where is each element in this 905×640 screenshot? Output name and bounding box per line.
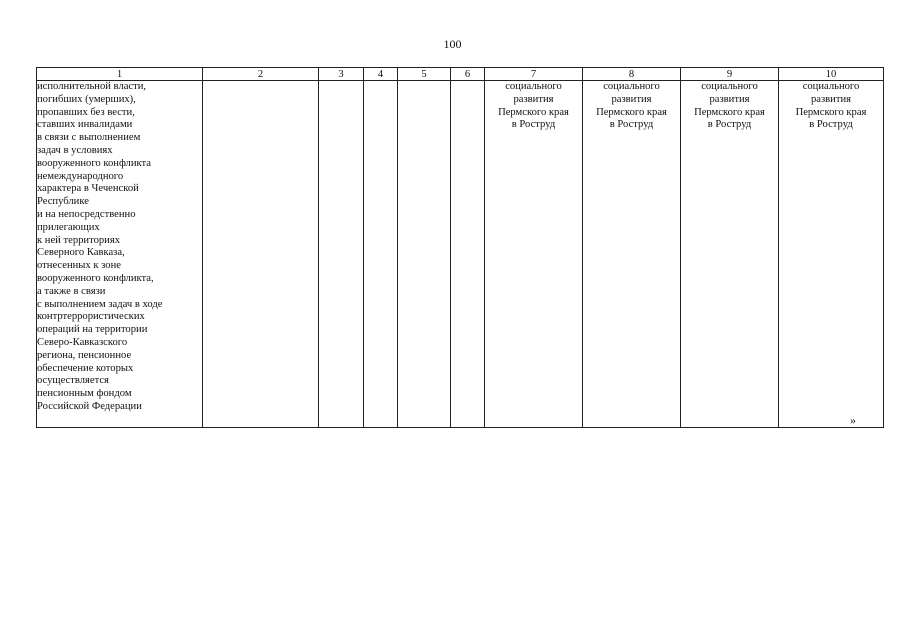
cell-col-5 (398, 81, 451, 428)
cell-col-8 (583, 81, 681, 428)
column-header-6: 6 (451, 68, 485, 81)
cell-col-4 (364, 81, 398, 428)
column-header-4: 4 (364, 68, 398, 81)
cell-col-7 (485, 81, 583, 428)
column-header-10: 10 (779, 68, 884, 81)
table-row (37, 81, 884, 428)
cell-text: социального развития Пермского края в Роструд (694, 81, 765, 131)
column-header-5: 5 (398, 68, 451, 81)
closing-quote-mark: » (850, 413, 856, 427)
cell-text: социального развития Пермского края в Роструд (498, 81, 569, 131)
cell-col-10 (779, 81, 884, 428)
cell-col-2 (203, 81, 319, 428)
cell-text: исполнительной власти, погибших (умерших), пропавших без вести, ставших инвалидами в связи с выполнением задач в условиях вооруженного конфликта немеждународного характера в Чеченской Республике и на непосредственно прилегающих к ней территориях Северного Кавказа, отнесенных к зоне вооруженного конфликта, а также в связи с выполнением задач в ходе контртеррористических операций на территории Северо-Кавказского региона, пенсионное обеспечение которых осуществляется пенсионным фондом Российской Федерации (37, 81, 163, 412)
header-row (37, 68, 884, 81)
cell-col-3 (319, 81, 364, 428)
cell-col-9 (681, 81, 779, 428)
column-header-8: 8 (583, 68, 681, 81)
column-header-2: 2 (203, 68, 319, 81)
data-table (36, 67, 884, 428)
cell-text: социального развития Пермского края в Роструд (596, 81, 667, 131)
column-header-3: 3 (319, 68, 364, 81)
column-header-1: 1 (37, 68, 203, 81)
cell-col-6 (451, 81, 485, 428)
column-header-7: 7 (485, 68, 583, 81)
cell-col-1 (37, 81, 203, 428)
cell-text: социального развития Пермского края в Роструд (795, 81, 867, 131)
page-number: 100 (443, 37, 462, 51)
column-header-9: 9 (681, 68, 779, 81)
